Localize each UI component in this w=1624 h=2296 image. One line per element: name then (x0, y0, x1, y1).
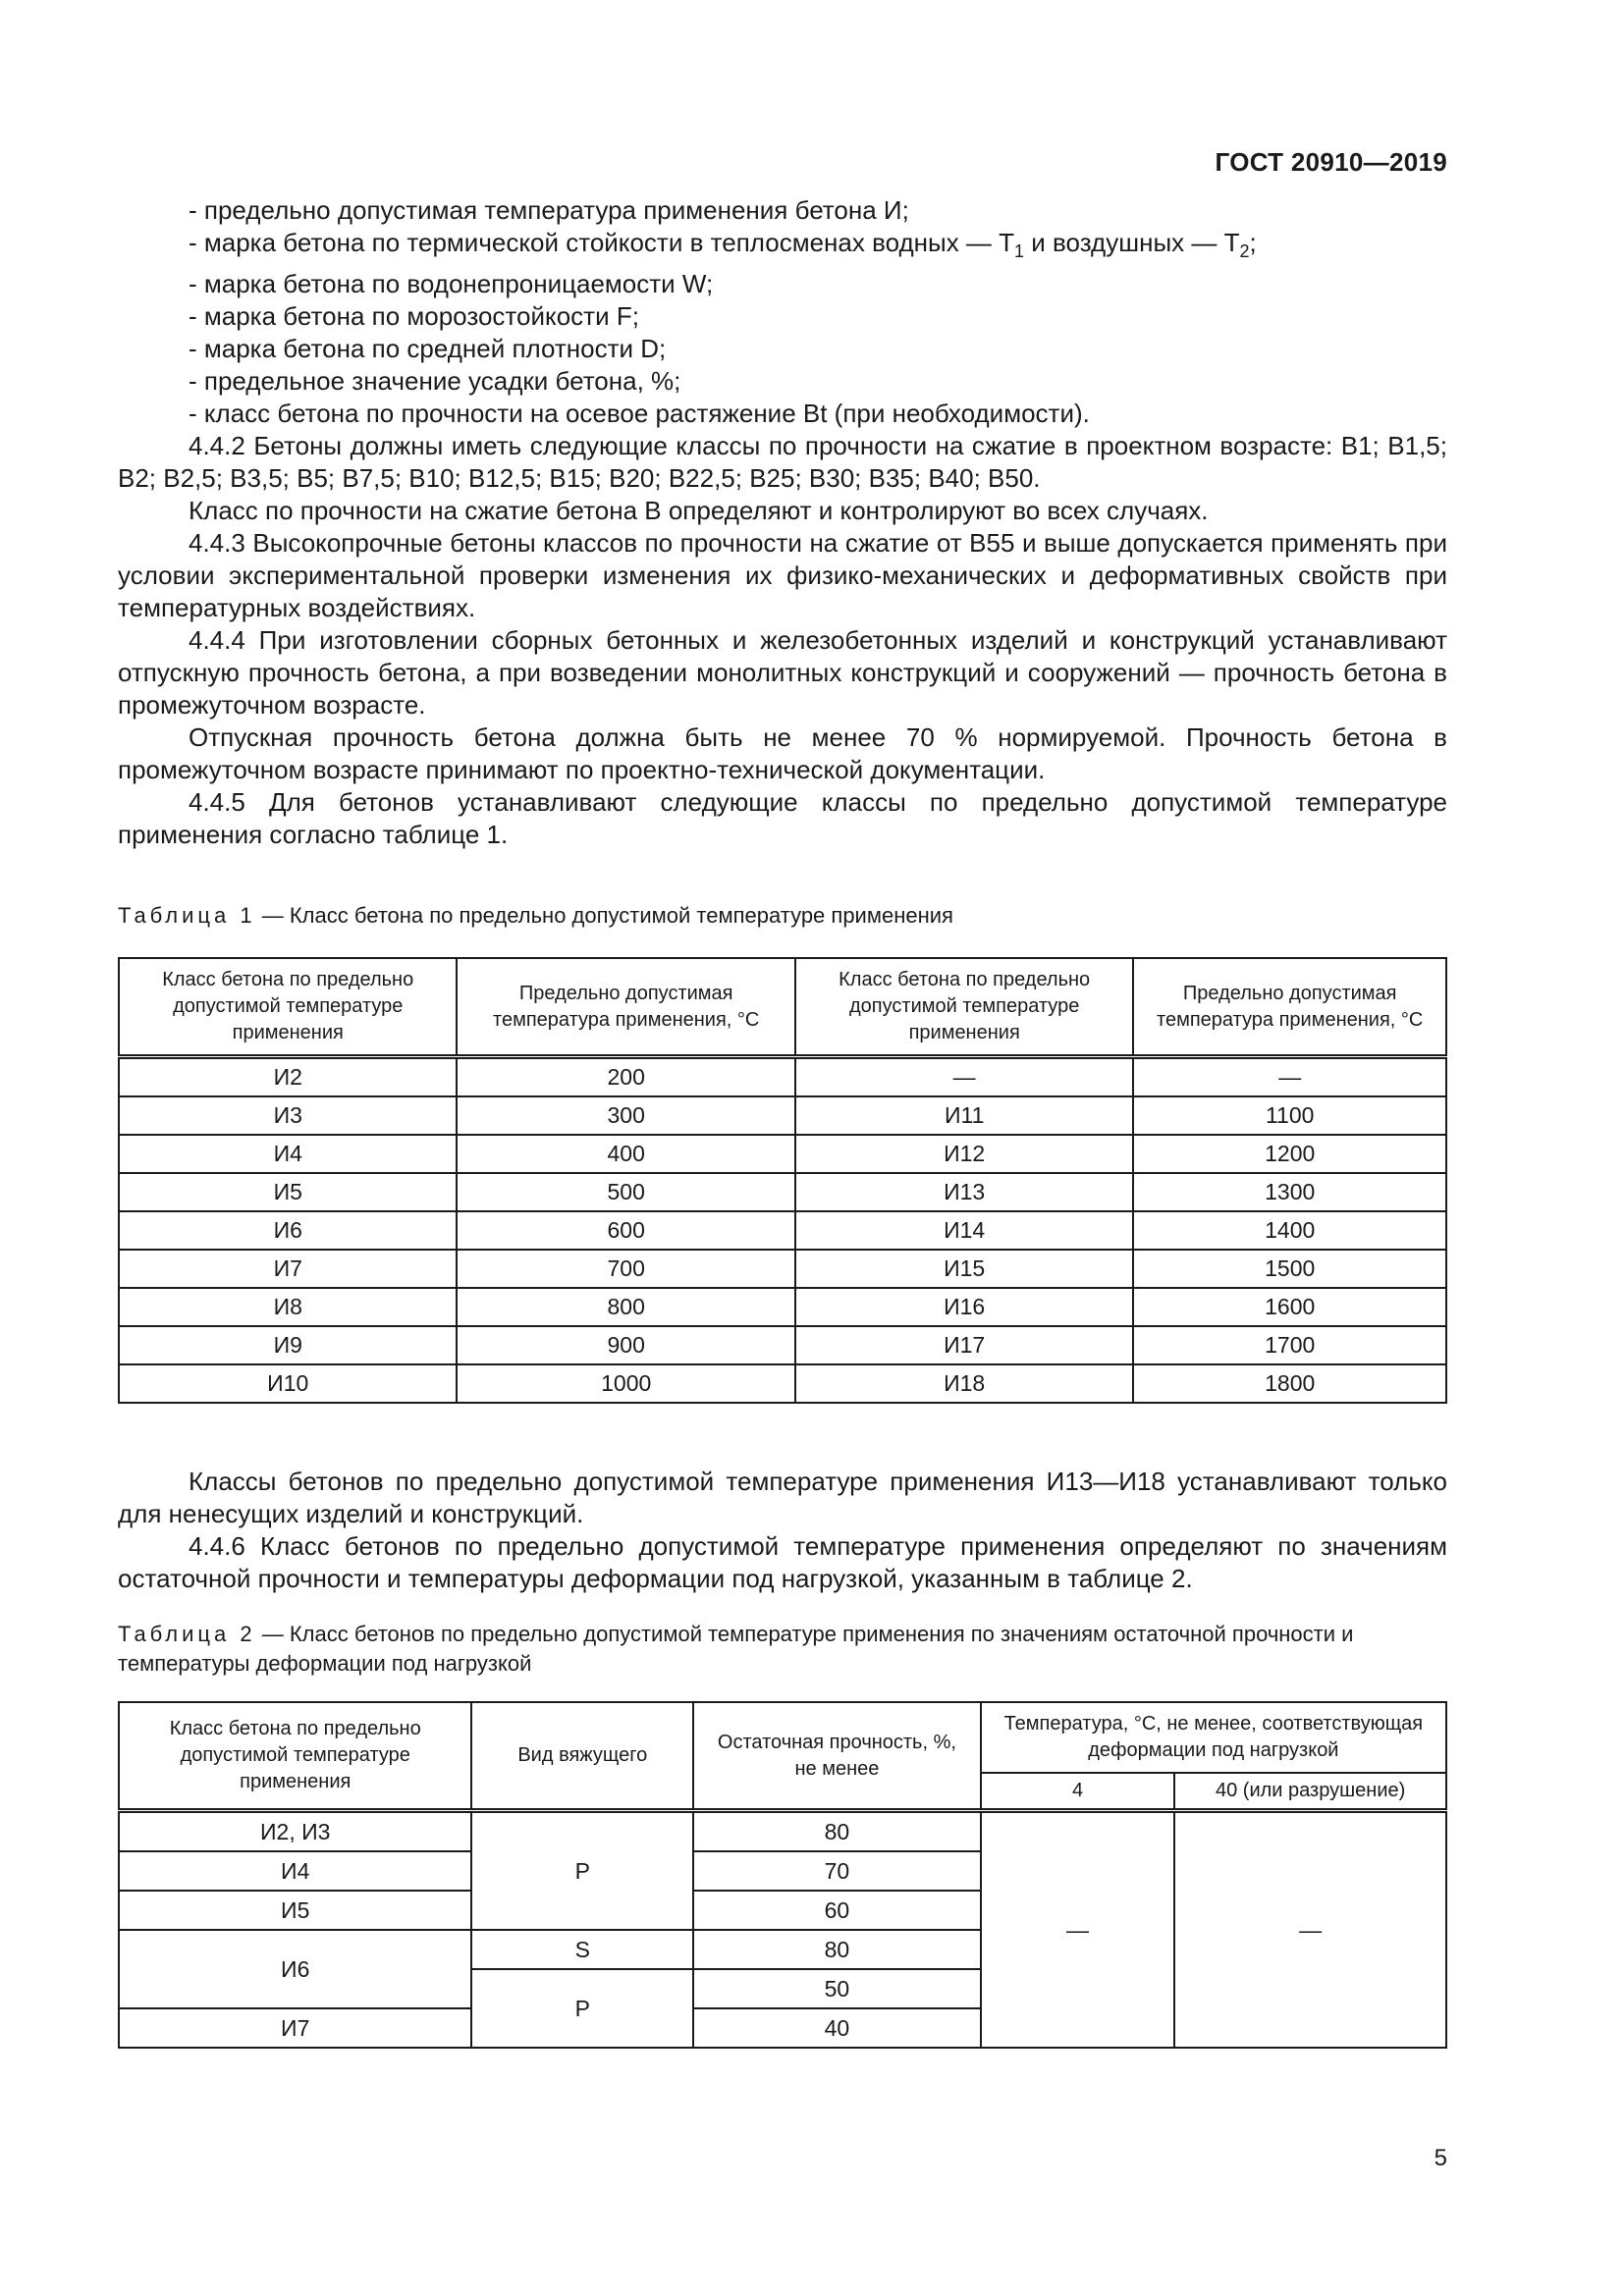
table-cell: 200 (457, 1057, 794, 1097)
table-cell: И17 (795, 1326, 1133, 1364)
table-cell: И14 (795, 1211, 1133, 1250)
table-row (119, 1364, 1446, 1403)
table-cell: И2 (119, 1057, 457, 1097)
table-cell: 1000 (457, 1364, 794, 1403)
table-cell: И13 (795, 1173, 1133, 1211)
table-cell: 80 (693, 1930, 981, 1969)
paragraph-4-4-4-note: Отпускная прочность бетона должна быть не менее 70 % нормируемой. Прочность бетона в промежуточном возрасте принимают по проектно-технической документации. (118, 722, 1447, 785)
table-row (119, 1135, 1446, 1173)
table-row (119, 1173, 1446, 1211)
list-item-thermal: - марка бетона по термической стойкости в теплосменах водных — $T_1$ и воздушных — $T_2$; (189, 228, 1257, 262)
table-cell: 1700 (1133, 1326, 1446, 1364)
table2-header-cell: Вид вяжущего (471, 1702, 693, 1811)
table2-header-cell: 4 (981, 1773, 1175, 1811)
table-cell: — (981, 1811, 1175, 2049)
table-cell: 300 (457, 1096, 794, 1135)
table-cell: И10 (119, 1364, 457, 1403)
table2-caption: Таблица 2 — Класс бетонов по предельно допустимой температуре применения по значениям остаточной прочности и температуры деформации под нагрузкой (118, 1622, 1354, 1676)
table-cell: И7 (119, 2008, 471, 2048)
table-cell: 80 (693, 1811, 981, 1852)
table-cell: И3 (119, 1096, 457, 1135)
table-cell: И12 (795, 1135, 1133, 1173)
table2 (118, 1701, 1447, 2049)
table2-header-row (119, 1702, 1446, 1773)
table-cell: 1400 (1133, 1211, 1446, 1250)
table-cell: И6 (119, 1930, 471, 2008)
table-cell: 70 (693, 1851, 981, 1891)
table-cell: И8 (119, 1288, 457, 1326)
table2-header-cell: Класс бетона по предельно допустимой температуре применения (119, 1702, 471, 1811)
paragraph-4-4-5: 4.4.5 Для бетонов устанавливают следующие классы по предельно допустимой температуре применения согласно таблице 1. (118, 787, 1447, 850)
paragraph-4-4-2-note: Класс по прочности на сжатие бетона B определяют и контролируют во всех случаях. (189, 496, 1209, 526)
table-cell: P (471, 1811, 693, 1931)
table1-header-cell: Предельно допустимая температура применения, °С (1133, 958, 1446, 1057)
table-cell: 60 (693, 1891, 981, 1930)
list-item: - марка бетона по водонепроницаемости W; (189, 269, 714, 299)
table-cell: 1200 (1133, 1135, 1446, 1173)
table1-header-cell: Класс бетона по предельно допустимой температуре применения (119, 958, 457, 1057)
table-row (119, 1288, 1446, 1326)
table-cell: И4 (119, 1135, 457, 1173)
body-text-middle (118, 1466, 1447, 1595)
table2-header-cell: 40 (или разрушение) (1174, 1773, 1446, 1811)
table1-header-cell: Предельно допустимая температура применения, °С (457, 958, 794, 1057)
paragraph-4-4-2: 4.4.2 Бетоны должны иметь следующие классы по прочности на сжатие в проектном возрасте: B1; B1,5; B2; B2,5; B3,5; B5; B7,5; B10; B12,5; B15; B20; B22,5; B25; B30; B35; B40; B50. (118, 431, 1447, 494)
table-cell: 1600 (1133, 1288, 1446, 1326)
table-cell: — (795, 1057, 1133, 1097)
table-cell: S (471, 1930, 693, 1969)
table1 (118, 957, 1447, 1404)
table1-header-cell: Класс бетона по предельно допустимой температуре применения (795, 958, 1133, 1057)
list-item: - марка бетона по средней плотности D; (189, 334, 667, 364)
paragraph-4-4-4: 4.4.4 При изготовлении сборных бетонных и железобетонных изделий и конструкций устанавливают отпускную прочность бетона, а при возведении монолитных конструкций и сооружений — прочность бетона в промежуточном возрасте. (118, 625, 1447, 721)
table1-header-row (119, 958, 1446, 1057)
table-cell: И5 (119, 1891, 471, 1930)
table-cell: — (1133, 1057, 1446, 1097)
table-cell: 1100 (1133, 1096, 1446, 1135)
table-cell: И6 (119, 1211, 457, 1250)
table-cell: 1500 (1133, 1250, 1446, 1288)
list-item: - класс бетона по прочности на осевое растяжение Bt (при необходимости). (189, 399, 1090, 429)
table-cell: 400 (457, 1135, 794, 1173)
table-row (119, 1250, 1446, 1288)
table-cell: 600 (457, 1211, 794, 1250)
table1-caption: Таблица 1 — Класс бетона по предельно допустимой температуре применения (118, 903, 953, 928)
table-cell: 800 (457, 1288, 794, 1326)
table-row (119, 1326, 1446, 1364)
table2-header-cell: Остаточная прочность, %, не менее (693, 1702, 981, 1811)
table-cell: 900 (457, 1326, 794, 1364)
table-cell: И11 (795, 1096, 1133, 1135)
table-cell: И15 (795, 1250, 1133, 1288)
table-row (119, 1811, 1446, 1852)
page-number: 5 (1434, 2145, 1447, 2171)
list-item: - предельно допустимая температура применения бетона И; (189, 195, 909, 225)
table-cell: 500 (457, 1173, 794, 1211)
table-cell: И4 (119, 1851, 471, 1891)
table-cell: 50 (693, 1969, 981, 2008)
table-cell: 1300 (1133, 1173, 1446, 1211)
paragraph-4-4-3: 4.4.3 Высокопрочные бетоны классов по прочности на сжатие от B55 и выше допускается применять при условии экспериментальной проверки изменения их физико-механических и деформативных свойств при температурных воздействиях. (118, 528, 1447, 623)
paragraph-after-table1: Классы бетонов по предельно допустимой температуре применения И13—И18 устанавливают только для ненесущих изделий и конструкций. (118, 1467, 1447, 1528)
table-cell: 1800 (1133, 1364, 1446, 1403)
table-cell: И16 (795, 1288, 1133, 1326)
table-cell: 40 (693, 2008, 981, 2048)
table-cell: И2, И3 (119, 1811, 471, 1852)
table-cell: 700 (457, 1250, 794, 1288)
table-cell: И7 (119, 1250, 457, 1288)
table-cell: И9 (119, 1326, 457, 1364)
table-cell: И18 (795, 1364, 1133, 1403)
list-item: - марка бетона по морозостойкости F; (189, 301, 639, 332)
list-item: - предельное значение усадки бетона, %; (189, 366, 681, 397)
table-cell: P (471, 1969, 693, 2048)
table-cell: И5 (119, 1173, 457, 1211)
document-code: ГОСТ 20910—2019 (1215, 147, 1447, 177)
table-row (119, 1211, 1446, 1250)
table-cell: — (1174, 1811, 1446, 2049)
body-text-top (118, 194, 1447, 851)
table-row (119, 1096, 1446, 1135)
table-row (119, 1057, 1446, 1097)
paragraph-4-4-6: 4.4.6 Класс бетонов по предельно допустимой температуре применения определяют по значениям остаточной прочности и температуры деформации под нагрузкой, указанным в таблице 2. (118, 1531, 1447, 1593)
table2-header-cell: Температура, °С, не менее, соответствующая деформации под нагрузкой (981, 1702, 1446, 1773)
